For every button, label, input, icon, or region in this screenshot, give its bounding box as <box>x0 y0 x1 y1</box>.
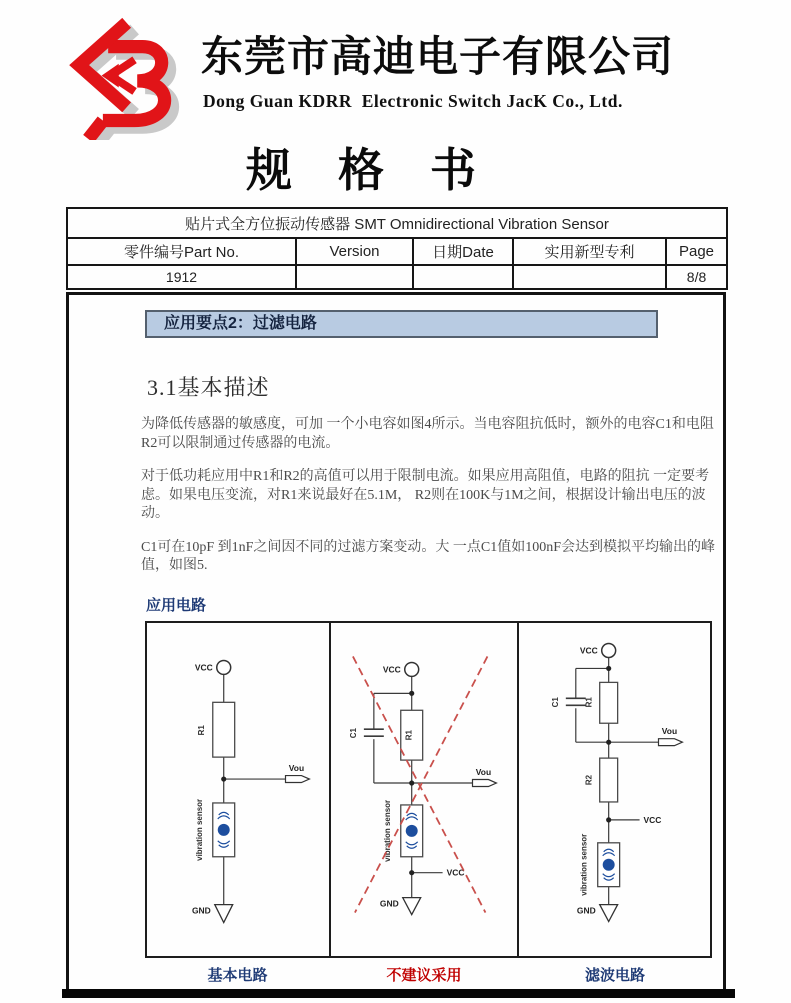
section-heading: 3.1基本描述 <box>147 375 270 400</box>
caption-basic-circuit: 基本电路 <box>207 967 268 984</box>
sensor-label: vibration sensor <box>194 798 204 861</box>
panel-captions <box>145 961 712 985</box>
not-recommended-cross-icon <box>353 656 488 912</box>
vcc-terminal <box>217 660 231 674</box>
company-name-en: Dong Guan KDRR Electronic Switch JacK Co., Ltd. <box>203 91 623 111</box>
junction-dot <box>606 666 611 671</box>
junction-dot <box>409 780 414 785</box>
panel-filter-circuit <box>519 623 710 956</box>
junction-dot <box>606 817 611 822</box>
c1-label: C1 <box>349 728 359 739</box>
vcc-label: VCC <box>383 664 402 675</box>
col-date: 日期Date <box>413 238 513 265</box>
caption-filter-circuit: 滤波电路 <box>584 967 645 984</box>
vou-arrow <box>473 780 497 787</box>
gnd-label: GND <box>576 905 596 916</box>
kdrr-logo-icon <box>58 6 190 140</box>
col-patent: 实用新型专利 <box>513 238 666 265</box>
r1-label: R1 <box>584 697 594 708</box>
body-text <box>141 416 723 591</box>
product-title: 贴片式全方位振动传感器 SMT Omnidirectional Vibration Sensor <box>67 208 727 238</box>
vou-label: Vou <box>476 767 492 778</box>
gnd-symbol <box>599 905 617 922</box>
capacitor-c1 <box>364 729 384 736</box>
not-recommended-schematic <box>331 623 516 956</box>
doc-title: 规 格 书 <box>246 144 476 196</box>
paragraph-1: 为降低传感器的敏感度，可加 一个小电容如图4所示。当电容阻抗低时，额外的电容C1和电阻R2可以限制通过传感器的电流。 <box>141 417 714 451</box>
gnd-label: GND <box>380 898 400 909</box>
junction-dot <box>606 740 611 745</box>
date-value <box>413 265 513 289</box>
application-circuit-label: 应用电路 <box>146 597 207 614</box>
paragraph-3: C1可在10pF 到1nF之间因不同的过滤方案变动。大 一点C1值如100nF会达到模拟平均输出的峰值，如图5. <box>141 539 716 573</box>
vcc-terminal <box>405 662 419 676</box>
logo-red-shape <box>79 23 164 139</box>
panel-not-recommended <box>331 623 518 956</box>
content-box <box>66 292 726 989</box>
section-banner: 应用要点2：过滤电路 <box>145 310 658 338</box>
company-name-cn: 东莞市高迪电子有限公司 <box>201 35 675 81</box>
col-part-no: 零件编号Part No. <box>67 238 296 265</box>
basic-circuit-schematic <box>147 623 329 956</box>
vcc2-label: VCC <box>643 814 662 825</box>
junction-dot <box>409 691 414 696</box>
vou-label: Vou <box>661 726 677 737</box>
junction-dot <box>409 870 414 875</box>
resistor-r2 <box>599 758 617 802</box>
vcc-label: VCC <box>194 662 213 673</box>
sensor-label: vibration sensor <box>579 833 589 896</box>
filter-circuit-schematic <box>519 623 710 956</box>
sensor-ball-icon <box>602 859 614 871</box>
r1-label: R1 <box>196 725 206 736</box>
panel-basic-circuit <box>147 623 331 956</box>
paragraph-2: 对于低功耗应用中R1和R2的高值可以用于限制电流。如果应用高阻值，电路的阻抗 一定要考虑。如果电压变流，对R1来说最好在5.1M， R2则在100K与1M之间，根据设计输出电压的波动。 <box>141 469 710 521</box>
caption-not-recommended: 不建议采用 <box>386 967 462 984</box>
info-table <box>66 207 728 290</box>
part-no-value: 1912 <box>67 265 296 289</box>
r2-label: R2 <box>584 774 594 786</box>
vou-arrow <box>286 776 310 783</box>
col-version: Version <box>296 238 413 265</box>
c1-label: C1 <box>550 697 560 708</box>
vcc2-label: VCC <box>446 867 465 878</box>
gnd-symbol <box>403 898 421 915</box>
capacitor-c1 <box>566 698 586 705</box>
resistor-r1 <box>599 682 617 723</box>
gnd-symbol <box>215 905 233 923</box>
vcc-terminal <box>601 644 615 658</box>
vou-arrow <box>658 739 682 746</box>
page-value: 8/8 <box>666 265 727 289</box>
sensor-ball-icon <box>406 825 418 837</box>
sensor-label: vibration sensor <box>383 799 393 862</box>
sensor-ball-icon <box>218 824 230 836</box>
vou-label: Vou <box>288 763 305 774</box>
col-page: Page <box>666 238 727 265</box>
circuit-diagram-box <box>145 621 712 958</box>
version-value <box>296 265 413 289</box>
vcc-label: VCC <box>579 645 598 656</box>
r1-label: R1 <box>405 730 415 741</box>
junction-dot <box>221 776 226 781</box>
page-bottom-rule <box>62 989 735 998</box>
gnd-label: GND <box>191 905 211 916</box>
patent-value <box>513 265 666 289</box>
resistor-r1 <box>213 702 235 757</box>
